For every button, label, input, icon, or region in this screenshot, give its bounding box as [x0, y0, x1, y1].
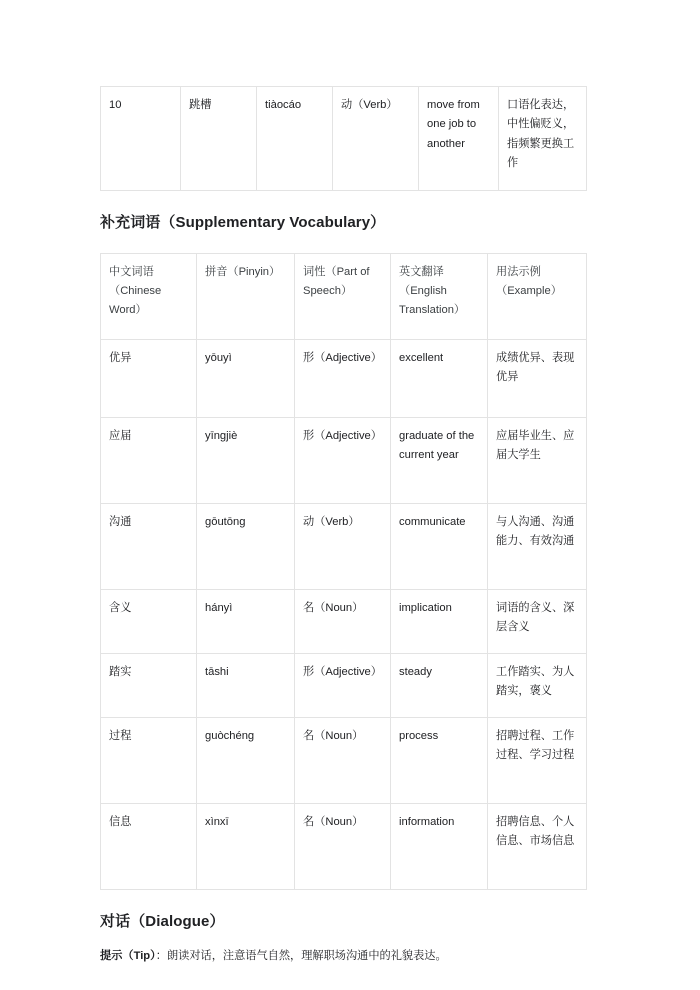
cell-example: 词语的含义、深层含义	[488, 589, 587, 653]
cell-pinyin: yōuyì	[197, 339, 295, 417]
cell-example: 与人沟通、沟通能力、有效沟通	[488, 503, 587, 589]
cell-pinyin: tāshi	[197, 653, 295, 717]
cell-pinyin: tiàocáo	[257, 87, 333, 191]
cell-translation: implication	[391, 589, 488, 653]
cell-word: 含义	[101, 589, 197, 653]
table-row	[101, 589, 587, 653]
cell-pos: 名（Noun）	[295, 589, 391, 653]
heading-spacer-before	[100, 191, 586, 213]
document-content	[100, 0, 586, 966]
cell-word: 信息	[101, 803, 197, 889]
cell-pos: 形（Adjective）	[295, 653, 391, 717]
cell-index: 10	[101, 87, 181, 191]
column-header-english-translation: 英文翻译（English Translation）	[391, 253, 488, 339]
section-heading-dialogue: 对话（Dialogue）	[100, 912, 225, 930]
table-row	[101, 653, 587, 717]
cell-pinyin: hányì	[197, 589, 295, 653]
cell-pinyin: yīngjiè	[197, 417, 295, 503]
cell-pinyin: guòchéng	[197, 717, 295, 803]
cell-pinyin: xìnxī	[197, 803, 295, 889]
tip-label: 提示（Tip）	[100, 950, 156, 962]
vocabulary-table-continued	[100, 86, 587, 191]
cell-word: 应届	[101, 417, 197, 503]
cell-word: 过程	[101, 717, 197, 803]
cell-translation: process	[391, 717, 488, 803]
table-row	[101, 503, 587, 589]
heading-spacer-before-dialogue	[100, 890, 586, 912]
cell-example: 口语化表达，中性偏贬义，指频繁更换工作	[499, 87, 587, 191]
cell-pos: 形（Adjective）	[295, 339, 391, 417]
cell-example: 工作踏实、为人踏实，褒义	[488, 653, 587, 717]
cell-word: 优异	[101, 339, 197, 417]
cell-pos: 形（Adjective）	[295, 417, 391, 503]
table-header-row	[101, 253, 587, 339]
cell-pos: 动（Verb）	[333, 87, 419, 191]
tip-spacer	[100, 931, 586, 946]
heading-spacer-after	[100, 233, 586, 253]
top-spacer	[100, 0, 586, 86]
table-row	[101, 717, 587, 803]
cell-translation: move from one job to another	[419, 87, 499, 191]
cell-word: 沟通	[101, 503, 197, 589]
column-header-pinyin: 拼音（Pinyin）	[197, 253, 295, 339]
cell-word: 踏实	[101, 653, 197, 717]
column-header-part-of-speech: 词性（Part of Speech）	[295, 253, 391, 339]
column-header-example: 用法示例（Example）	[488, 253, 587, 339]
table-row	[101, 339, 587, 417]
tip-separator: ：	[155, 950, 167, 962]
table-row	[101, 87, 587, 191]
section-heading-supplementary-vocabulary: 补充词语（Supplementary Vocabulary）	[100, 214, 386, 231]
tip-text: 朗读对话，注意语气自然，理解职场沟通中的礼貌表达。	[166, 950, 447, 962]
dialogue-tip	[100, 946, 586, 966]
cell-pinyin: gōutōng	[197, 503, 295, 589]
cell-example: 招聘过程、工作过程、学习过程	[488, 717, 587, 803]
cell-translation: information	[391, 803, 488, 889]
supplementary-vocabulary-table	[100, 253, 587, 890]
cell-pos: 动（Verb）	[295, 503, 391, 589]
cell-translation: communicate	[391, 503, 488, 589]
cell-pos: 名（Noun）	[295, 717, 391, 803]
cell-example: 招聘信息、个人信息、市场信息	[488, 803, 587, 889]
cell-translation: excellent	[391, 339, 488, 417]
column-header-chinese-word: 中文词语（Chinese Word）	[101, 253, 197, 339]
cell-example: 应届毕业生、应届大学生	[488, 417, 587, 503]
cell-example: 成绩优异、表现优异	[488, 339, 587, 417]
cell-pos: 名（Noun）	[295, 803, 391, 889]
table-row	[101, 803, 587, 889]
cell-word: 跳槽	[181, 87, 257, 191]
table-row	[101, 417, 587, 503]
cell-translation: graduate of the current year	[391, 417, 488, 503]
cell-translation: steady	[391, 653, 488, 717]
